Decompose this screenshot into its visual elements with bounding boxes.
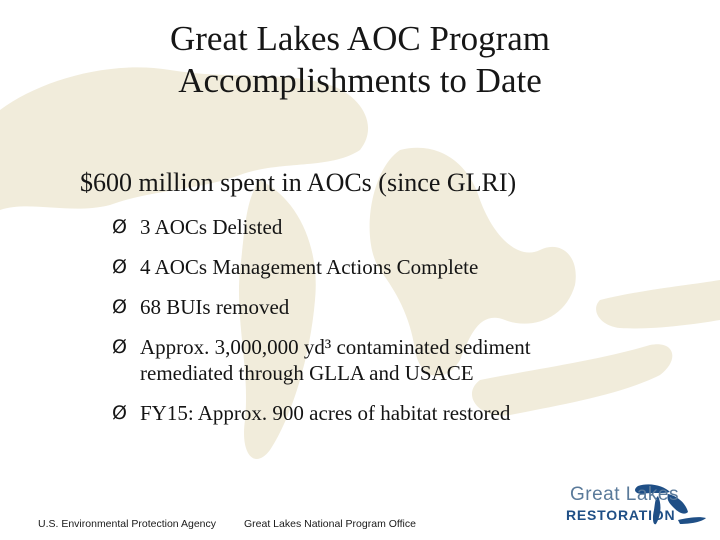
list-item <box>112 254 478 280</box>
great-lakes-restoration-logo <box>540 482 710 532</box>
list-item <box>112 400 510 426</box>
slide-title <box>60 18 660 102</box>
list-item <box>112 334 531 386</box>
bullet-text: 3 AOCs Delisted <box>140 215 283 239</box>
title-line-1: Great Lakes AOC Program <box>169 19 551 58</box>
bullet-text: FY15: Approx. 900 acres of habitat restored <box>140 401 511 425</box>
arrow-bullet-icon: Ø <box>112 256 127 278</box>
arrow-bullet-icon: Ø <box>112 296 127 318</box>
logo-line-2: RESTORATION <box>566 507 676 523</box>
footer-agency: U.S. Environmental Protection Agency <box>38 518 217 530</box>
lead-statement: $600 million spent in AOCs (since GLRI) <box>80 168 517 197</box>
bullet-text: Approx. 3,000,000 yd³ contaminated sediment <box>140 335 531 359</box>
arrow-bullet-icon: Ø <box>112 402 127 424</box>
footer-office: Great Lakes National Program Office <box>244 518 416 530</box>
arrow-bullet-icon: Ø <box>112 216 127 238</box>
logo-line-1: Great Lakes <box>570 484 679 505</box>
bullet-text: 4 AOCs Management Actions Complete <box>140 255 479 279</box>
bullet-text-continued: remediated through GLLA and USACE <box>140 361 474 385</box>
list-item <box>112 294 289 320</box>
list-item <box>112 214 282 240</box>
title-line-2: Accomplishments to Date <box>178 61 542 100</box>
arrow-bullet-icon: Ø <box>112 336 127 358</box>
bullet-text: 68 BUIs removed <box>140 295 290 319</box>
